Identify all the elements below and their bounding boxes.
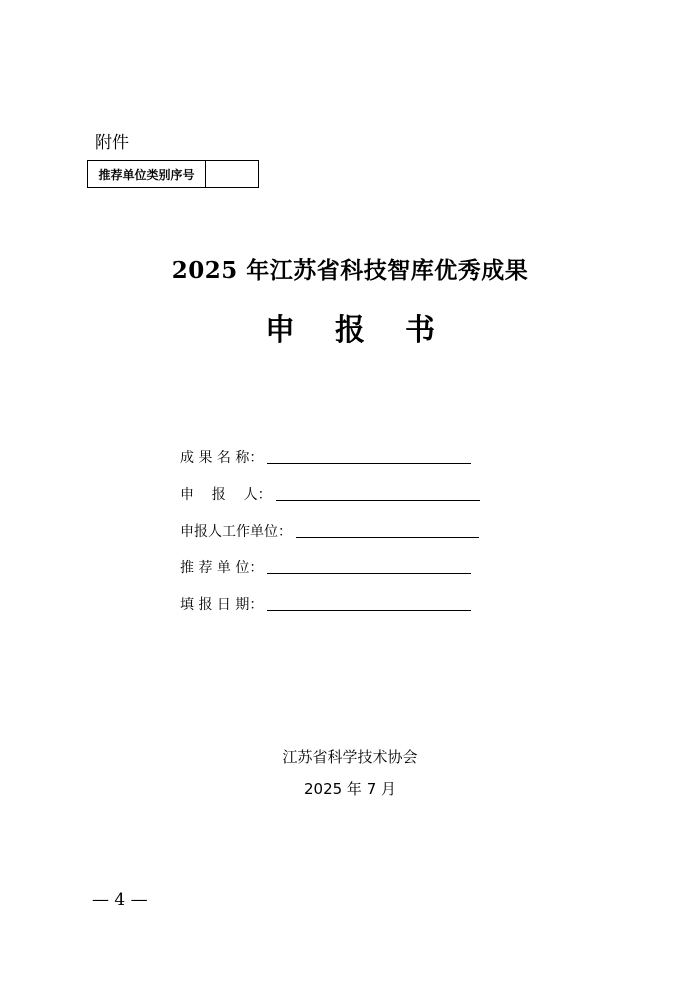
field-input-line[interactable] [296, 536, 479, 538]
document-subtitle: 申报书 [265, 313, 475, 348]
field-applicant-workplace [180, 521, 479, 541]
attachment-label: 附件 [95, 133, 129, 153]
field-achievement-name [180, 447, 471, 467]
field-fill-date [180, 594, 471, 614]
field-input-line[interactable] [267, 572, 471, 574]
category-number-box [87, 160, 259, 188]
field-label: 申 报 人： [180, 487, 272, 503]
field-applicant [180, 484, 480, 504]
field-label: 申报人工作单位： [180, 524, 292, 540]
field-label: 推 荐 单 位： [180, 560, 264, 576]
field-input-line[interactable] [267, 609, 471, 611]
field-label: 成 果 名 称： [180, 450, 264, 466]
field-input-line[interactable] [276, 499, 480, 501]
category-number-label: 推荐单位类别序号 [88, 161, 206, 187]
document-title: 2025 年江苏省科技智库优秀成果 [171, 257, 529, 284]
field-label: 填 报 日 期： [180, 597, 264, 613]
issue-date: 2025 年 7 月 [303, 780, 397, 798]
issuing-organization: 江苏省科学技术协会 [282, 748, 418, 766]
field-recommending-unit [180, 557, 471, 577]
category-number-value[interactable] [206, 161, 258, 187]
page-number: — 4 — [92, 890, 148, 910]
field-input-line[interactable] [267, 462, 471, 464]
